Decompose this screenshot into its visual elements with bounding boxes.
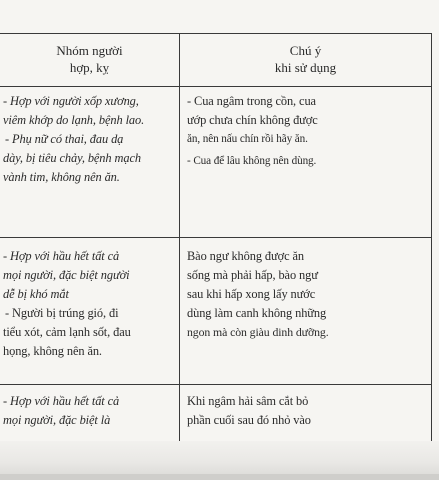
text-line: sống mà phải hấp, bào ngư — [187, 268, 318, 282]
header-col2-line2: khi sử dụng — [274, 60, 337, 75]
text-line: mọi người, đặc biệt là — [3, 413, 111, 427]
text-line: - Hợp với hầu hết tất cả — [3, 249, 120, 263]
text-line: viêm khớp do lạnh, bệnh lao. — [3, 113, 145, 127]
text-line: dày, bị tiêu chảy, bệnh mạch — [3, 151, 141, 165]
text-line: - Cua để lâu không nên dùng. — [187, 155, 317, 167]
text-line: ngon mà còn giàu dinh dưỡng. — [187, 325, 329, 339]
row3-col1-cell — [3, 392, 175, 430]
row2-col2-para1 — [187, 247, 427, 342]
text-line: tiểu xót, cảm lạnh sốt, đau — [3, 325, 131, 339]
text-line: - Hợp với hầu hết tất cả — [3, 394, 120, 408]
text-line: - Người bị trúng gió, đi — [5, 306, 119, 320]
row2-col2-cell — [187, 247, 427, 342]
text-line: phần cuối sau đó nhỏ vào — [187, 413, 311, 427]
text-line: Bào ngư không được ăn — [187, 249, 304, 263]
food-usage-table — [0, 33, 432, 441]
header-col1-line2: hợp, kỵ — [69, 60, 110, 75]
row1-col2-para2 — [187, 152, 427, 171]
table-right-border — [431, 33, 432, 441]
header-col2 — [180, 42, 431, 76]
header-col1-line1: Nhóm người — [56, 43, 123, 58]
text-line: - Cua ngâm trong cồn, cua — [187, 94, 316, 108]
header-col2-line1: Chú ý — [289, 43, 322, 58]
row2-col1-para2 — [3, 304, 175, 361]
row1-col2-cell — [187, 92, 427, 171]
row1-bottom-border — [0, 237, 432, 238]
text-line: - Hợp với người xốp xương, — [3, 94, 139, 108]
row1-col1-para1 — [3, 92, 175, 130]
text-line: dùng làm canh không những — [187, 306, 327, 320]
header-bottom-border — [0, 86, 432, 87]
text-line: vành tim, không nên ăn. — [3, 170, 120, 184]
row1-col1-para2 — [3, 130, 175, 187]
column-divider — [179, 33, 180, 441]
table-top-border — [0, 33, 432, 34]
row1-col2-para1 — [187, 92, 427, 149]
row3-col2-para1 — [187, 392, 427, 430]
page-bottom-edge — [0, 474, 439, 480]
text-line: mọi người, đặc biệt người — [3, 268, 130, 282]
text-line: dễ bị khó mắt — [3, 287, 69, 301]
text-line: ăn, nên nấu chín rồi hãy ăn. — [187, 133, 308, 145]
row2-col1-para1 — [3, 247, 175, 304]
row3-col1-para1 — [3, 392, 175, 430]
row1-col1-cell — [3, 92, 175, 187]
text-line: sau khi hấp xong lấy nước — [187, 287, 316, 301]
row2-bottom-border — [0, 384, 432, 385]
text-line: họng, không nên ăn. — [3, 344, 102, 358]
header-col1 — [0, 42, 179, 76]
text-line: Khi ngâm hải sâm cắt bỏ — [187, 394, 309, 408]
row3-col2-cell — [187, 392, 427, 430]
row2-col1-cell — [3, 247, 175, 361]
text-line: ướp chưa chín không được — [187, 113, 318, 127]
text-line: - Phụ nữ có thai, đau dạ — [5, 132, 124, 146]
